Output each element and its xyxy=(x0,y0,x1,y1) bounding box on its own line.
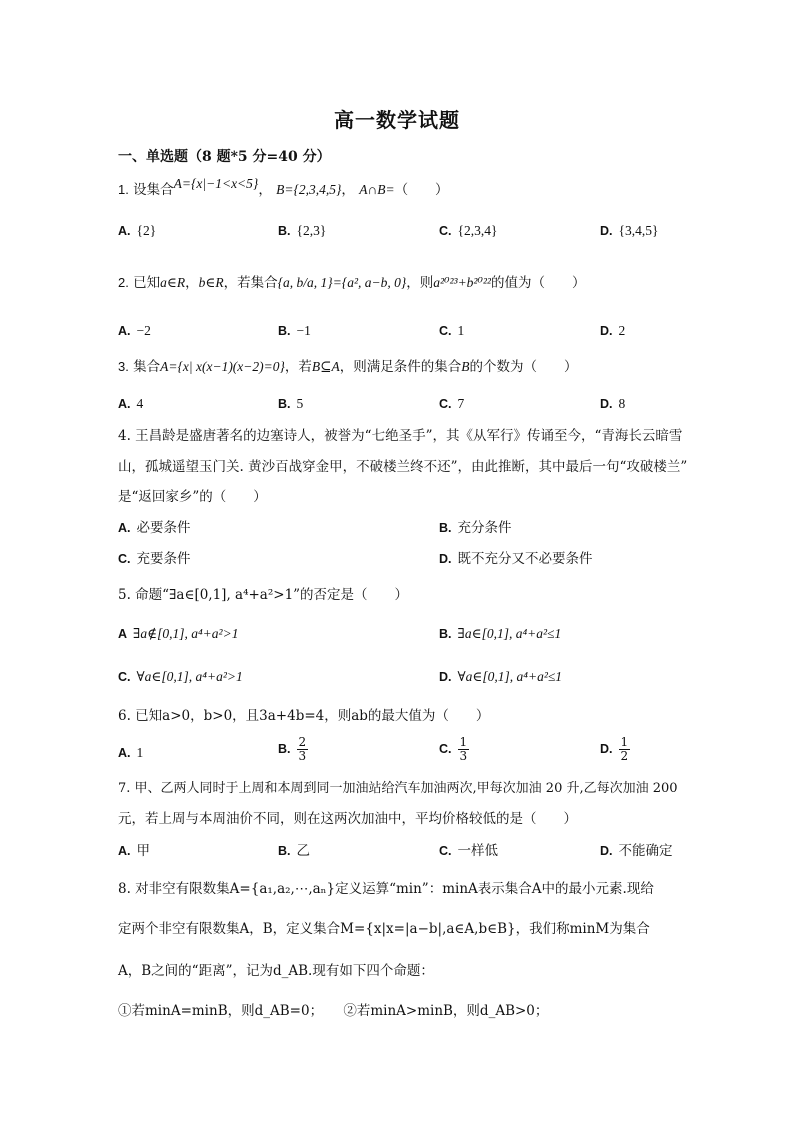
option-b[interactable]: B. −1 xyxy=(278,323,311,338)
option-c[interactable]: C. ∀a∈[0,1], a⁴+a²>1 xyxy=(118,669,243,684)
option-c[interactable]: C. $\frac{1}{3}$ xyxy=(439,735,468,763)
question-7-line-1: 7. 甲、乙两人同时于上周和本周到同一加油站给汽车加油两次,甲每次加油 20 升,乙每次加油 200 xyxy=(118,781,678,796)
option-d[interactable]: D. ∀a∈[0,1], a⁴+a²≤1 xyxy=(439,669,563,684)
option-b[interactable]: B. {2,3} xyxy=(278,223,327,238)
question-8-line-2: 定两个非空有限数集A，B，定义集合M={x|x=|a−b|,a∈A,b∈B}，我们称minM为集合 xyxy=(118,921,650,937)
question-8-line-3: A，B之间的“距离”，记为d_AB.现有如下四个命题： xyxy=(118,963,434,979)
question-5-stem: 5. 命题“∃a∈[0,1], a⁴+a²>1”的否定是（ ） xyxy=(118,587,409,603)
page-title: 高一数学试题 xyxy=(334,108,460,132)
question-2-stem: 2. 已知a∈R，b∈R，若集合{a, b/a, 1}={a², a−b, 0}，则a²⁰²³+b²⁰²²的值为（ ） xyxy=(118,275,586,291)
fraction: $\frac{1}{3}$ xyxy=(459,735,468,763)
option-b[interactable]: B. 5 xyxy=(278,396,304,411)
set-equation: {a, b/a, 1}={a², a−b, 0} xyxy=(277,275,407,290)
option-c[interactable]: C. 一样低 xyxy=(439,843,498,859)
option-b[interactable]: B. $\frac{2}{3}$ xyxy=(278,735,307,763)
section-heading: 一、单选题（8 题*5 分=40 分） xyxy=(118,149,331,165)
option-a[interactable]: A. 甲 xyxy=(118,843,150,859)
option-d[interactable]: D. $\frac{1}{2}$ xyxy=(600,735,629,763)
option-b[interactable]: B. ∃a∈[0,1], a⁴+a²≤1 xyxy=(439,626,562,641)
option-a[interactable]: A. 1 xyxy=(118,745,144,760)
fraction: $\frac{2}{3}$ xyxy=(298,735,307,763)
option-a[interactable]: A. −2 xyxy=(118,323,151,338)
option-d[interactable]: D. 不能确定 xyxy=(600,843,673,859)
question-4-line-1: 4. 王昌龄是盛唐著名的边塞诗人，被誉为“七绝圣手”，其《从军行》传诵至今，“青海长云暗雪 xyxy=(118,428,683,444)
question-number: 1. xyxy=(118,182,129,197)
option-a[interactable]: A. 4 xyxy=(118,396,144,411)
option-c[interactable]: C. 7 xyxy=(439,396,465,411)
option-a[interactable]: A. {2} xyxy=(118,223,157,238)
option-c[interactable]: C. 1 xyxy=(439,323,465,338)
fraction: $\frac{1}{2}$ xyxy=(620,735,629,763)
option-c[interactable]: C. {2,3,4} xyxy=(439,223,498,238)
question-4-line-3: 是“返回家乡”的（ ） xyxy=(118,489,267,505)
question-3-stem: 3. 集合A={x| x(x−1)(x−2)=0}，若B⊆A，则满足条件的集合B的个数为（ ） xyxy=(118,359,578,375)
option-d[interactable]: D. {3,4,5} xyxy=(600,223,659,238)
option-d[interactable]: D. 8 xyxy=(600,396,626,411)
option-c[interactable]: C. 充要条件 xyxy=(118,551,191,567)
question-1-stem: 1. 设集合A={x|−1<x<5}， B={2,3,4,5}， A∩B=（ ） xyxy=(118,176,449,198)
question-6-stem: 6. 已知a>0，b>0，且3a+4b=4，则ab的最大值为（ ） xyxy=(118,708,490,724)
question-8-line-1: 8. 对非空有限数集A={a₁,a₂,⋯,aₙ}定义运算“min”：minA表示集合A中的最小元素.现给 xyxy=(118,881,654,897)
question-8-line-4: ①若minA=minB，则d_AB=0； ②若minA>minB，则d_AB>0； xyxy=(118,1003,549,1019)
question-4-line-2: 山，孤城遥望玉门关. 黄沙百战穿金甲，不破楼兰终不还”，由此推断，其中最后一句“攻破楼兰” xyxy=(118,459,688,475)
option-a[interactable]: A. 必要条件 xyxy=(118,520,191,536)
option-a[interactable]: A ∃a∉[0,1], a⁴+a²>1 xyxy=(118,626,239,641)
option-d[interactable]: D. 既不充分又不必要条件 xyxy=(439,551,593,567)
question-7-line-2: 元，若上周与本周油价不同，则在这两次加油中，平均价格较低的是（ ） xyxy=(118,811,577,827)
option-b[interactable]: B. 充分条件 xyxy=(439,520,512,536)
option-d[interactable]: D. 2 xyxy=(600,323,626,338)
option-b[interactable]: B. 乙 xyxy=(278,843,310,859)
